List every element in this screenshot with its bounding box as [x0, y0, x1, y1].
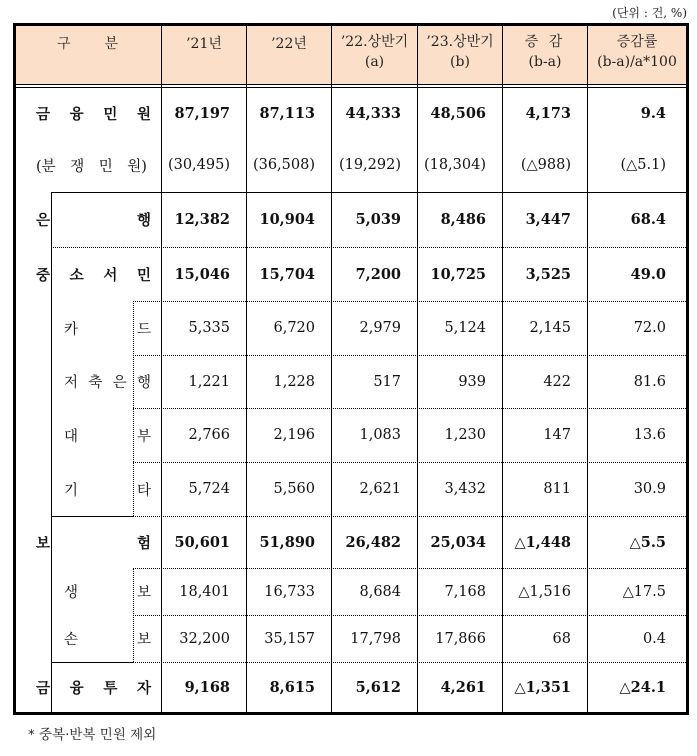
cell-h23: 3,432 — [444, 481, 486, 497]
cell-h22: 1,083 — [359, 427, 401, 443]
cell-h22: 5,612 — [355, 678, 401, 696]
cell-y22: 51,890 — [259, 533, 315, 551]
row-label-char: 기 — [64, 482, 79, 499]
cell-change: (△988) — [520, 157, 571, 173]
row-label-char: 투 — [103, 679, 118, 697]
cell-h22: 5,039 — [355, 211, 401, 228]
cell-h22: 2,621 — [359, 481, 401, 497]
header-2021: ’21년 — [186, 36, 222, 52]
cell-h23: 1,230 — [444, 427, 486, 443]
header-rate-line2: (b-a)/a*100 — [597, 54, 677, 70]
row-label-char: (분 — [36, 158, 56, 175]
cell-h23: 25,034 — [430, 533, 486, 551]
cell-y21: 50,601 — [174, 533, 230, 551]
table-header — [16, 26, 686, 85]
cell-h23: 5,124 — [444, 320, 486, 336]
row-label — [64, 615, 161, 662]
cell-y22: 10,904 — [259, 211, 315, 228]
cell-h22: 44,333 — [345, 104, 401, 122]
row-label-char: 소 — [69, 266, 84, 284]
cell-y21: 87,197 — [174, 104, 230, 122]
header-2022-h1-line1: ’22.상반기 — [340, 34, 409, 50]
cell-y21: 1,221 — [188, 373, 230, 390]
table-row — [16, 355, 686, 408]
cell-rate: △17.5 — [622, 583, 666, 600]
cell-change: 2,145 — [529, 320, 571, 336]
row-label-char: 융 — [69, 679, 84, 697]
cell-rate: △24.1 — [619, 678, 666, 696]
row-label — [64, 301, 161, 355]
col-divider — [331, 26, 332, 712]
cell-h22: 26,482 — [345, 533, 401, 551]
cell-change: 68 — [552, 630, 571, 647]
cell-h22: 2,979 — [359, 320, 401, 336]
row-label — [36, 138, 161, 192]
row-divider — [51, 516, 133, 517]
cell-y21: 9,168 — [184, 678, 230, 696]
row-label-char: 대 — [64, 428, 79, 445]
header-2022: ’22년 — [271, 36, 307, 52]
cell-y22: 16,733 — [264, 583, 315, 600]
row-label-char: 손 — [64, 632, 79, 648]
row-label-char: 금 — [36, 679, 51, 697]
row-label-char: 보 — [36, 534, 51, 552]
subgroup-left-border — [133, 568, 134, 662]
table-row — [16, 138, 686, 192]
cell-change: 3,447 — [525, 211, 571, 228]
cell-y21: 15,046 — [174, 265, 230, 283]
row-label-char: 서 — [103, 266, 118, 284]
cell-rate: 0.4 — [642, 630, 666, 647]
cell-y22: 35,157 — [264, 630, 315, 647]
cell-rate: 49.0 — [630, 265, 666, 283]
row-label-char: 은 — [36, 212, 51, 229]
row-label — [36, 662, 161, 712]
col-divider — [161, 26, 162, 712]
row-label-char: 부 — [136, 428, 151, 445]
row-label-char: 원) — [127, 158, 147, 175]
row-label-char: 보 — [136, 632, 151, 648]
cell-h22: 517 — [373, 373, 401, 390]
cell-y21: 32,200 — [179, 630, 230, 647]
col-divider — [417, 26, 418, 712]
row-label-char: 저 — [64, 375, 79, 391]
cell-rate: 68.4 — [630, 211, 666, 228]
cell-h22: 17,798 — [350, 630, 401, 647]
cell-rate: (△5.1) — [620, 157, 666, 173]
cell-y22: 6,720 — [273, 320, 315, 336]
row-label — [64, 462, 161, 516]
cell-y21: 2,766 — [188, 427, 230, 443]
header-2023-h1-line1: ’23.상반기 — [426, 34, 494, 50]
col-divider — [587, 26, 588, 712]
row-label-char: 자 — [136, 679, 151, 697]
header-change-line1: 증 감 — [524, 34, 566, 50]
header-category: 구 분 — [56, 36, 121, 52]
header-rate — [588, 26, 686, 85]
row-label-char: 축 — [88, 375, 103, 391]
row-label — [36, 247, 161, 301]
cell-y21: 12,382 — [174, 211, 230, 228]
cell-y22: 87,113 — [259, 104, 315, 122]
cell-change: 3,525 — [525, 265, 571, 283]
header-2022-h1 — [332, 26, 417, 85]
cell-y22: 1,228 — [273, 373, 315, 390]
cell-y22: 2,196 — [273, 427, 315, 443]
cell-change: 4,173 — [525, 104, 571, 122]
col-divider — [246, 26, 247, 712]
col-divider — [502, 26, 503, 712]
cell-change: 811 — [543, 481, 571, 497]
cell-change: △1,516 — [518, 583, 571, 600]
row-label-char: 민 — [98, 158, 113, 175]
row-label — [64, 408, 161, 462]
row-label-char: 타 — [136, 482, 151, 499]
table-row — [16, 516, 686, 568]
row-label-char: 생 — [64, 585, 79, 601]
header-rate-line1: 증감률 — [616, 34, 658, 50]
row-label-char: 카 — [64, 321, 79, 338]
cell-h22: (19,292) — [338, 157, 401, 173]
unit-note: (단위 : 건, %) — [612, 6, 687, 20]
cell-h23: (18,304) — [423, 157, 486, 173]
cell-y22: 15,704 — [259, 265, 315, 283]
row-label — [64, 355, 161, 408]
table-row — [16, 662, 686, 712]
row-label-char: 행 — [136, 212, 151, 229]
row-label-char: 쟁 — [70, 158, 85, 175]
cell-rate: 81.6 — [633, 373, 666, 390]
cell-y21: 5,724 — [188, 481, 230, 497]
table-row — [16, 462, 686, 516]
row-label-char: 중 — [36, 266, 51, 284]
cell-y22: (36,508) — [252, 157, 315, 173]
row-label-char: 민 — [136, 266, 151, 284]
row-divider — [51, 662, 133, 663]
row-label — [36, 192, 161, 247]
cell-rate: 72.0 — [633, 320, 666, 336]
row-label-char: 민 — [103, 105, 118, 123]
table-row — [16, 615, 686, 662]
row-label-char: 보 — [136, 585, 151, 601]
cell-h23: 4,261 — [440, 678, 486, 696]
cell-h22: 8,684 — [359, 583, 401, 600]
cell-rate: 30.9 — [633, 481, 666, 497]
cell-h23: 7,168 — [444, 583, 486, 600]
cell-h22: 7,200 — [355, 265, 401, 283]
row-label-char: 은 — [112, 375, 127, 391]
row-label — [36, 88, 161, 138]
row-label-char: 원 — [136, 105, 151, 123]
cell-h23: 48,506 — [430, 104, 486, 122]
table-row — [16, 247, 686, 301]
cell-y21: (30,495) — [167, 157, 230, 173]
complaints-table — [13, 23, 689, 715]
header-2023-h1 — [418, 26, 502, 85]
cell-h23: 8,486 — [440, 211, 486, 228]
cell-change: 147 — [543, 427, 571, 443]
row-label-char: 융 — [69, 105, 84, 123]
table-row — [16, 568, 686, 615]
header-change-line2: (b-a) — [528, 54, 562, 70]
cell-rate: △5.5 — [629, 533, 666, 551]
row-label-char: 험 — [136, 534, 151, 552]
cell-h23: 17,866 — [435, 630, 486, 647]
cell-change: △1,351 — [514, 678, 571, 696]
row-label — [36, 516, 161, 568]
group-left-border — [51, 192, 52, 712]
table-row — [16, 192, 686, 247]
cell-y22: 8,615 — [269, 678, 315, 696]
table-row — [16, 88, 686, 138]
cell-h23: 10,725 — [430, 265, 486, 283]
footnote: * 중복·반복 민원 제외 — [28, 727, 157, 743]
header-2023-h1-line2: (b) — [450, 54, 470, 70]
cell-change: △1,448 — [514, 533, 571, 551]
cell-rate: 13.6 — [633, 427, 666, 443]
header-2022-h1-line2: (a) — [364, 54, 385, 70]
cell-h23: 939 — [458, 373, 486, 390]
cell-y22: 5,560 — [273, 481, 315, 497]
cell-y21: 5,335 — [188, 320, 230, 336]
table-row — [16, 301, 686, 355]
table-row — [16, 408, 686, 462]
row-label-char: 행 — [136, 375, 151, 391]
subgroup-left-border — [133, 301, 134, 516]
cell-rate: 9.4 — [640, 104, 666, 122]
row-label-char: 드 — [136, 321, 151, 338]
header-change — [503, 26, 587, 85]
row-label — [64, 568, 161, 615]
cell-y21: 18,401 — [179, 583, 230, 600]
cell-change: 422 — [543, 373, 571, 390]
row-label-char: 금 — [36, 105, 51, 123]
